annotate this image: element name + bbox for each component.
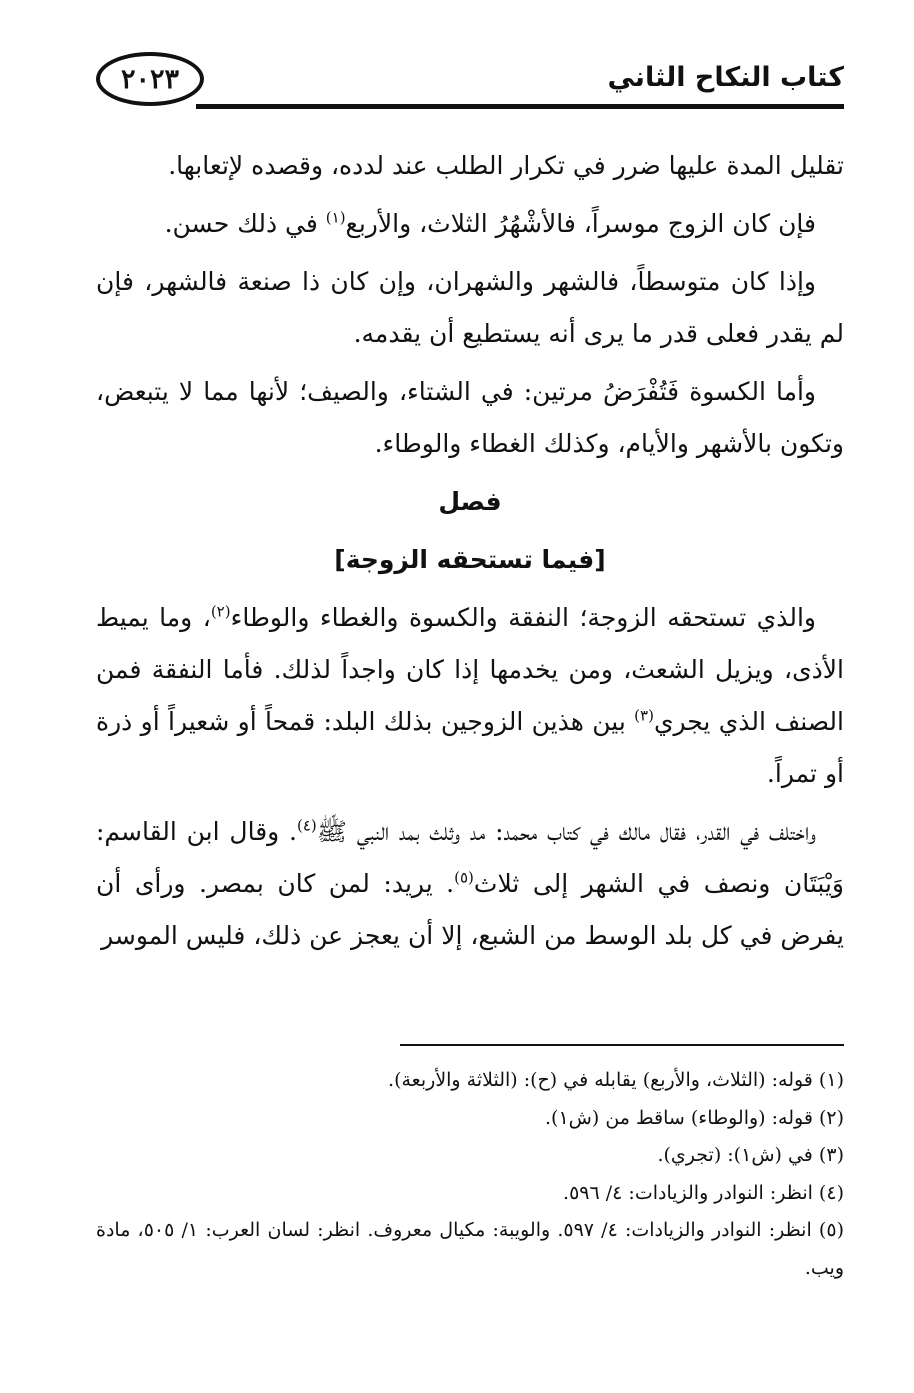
footnote-ref-3: (٣)	[634, 706, 654, 725]
text-run: . يريد: لمن كان بمصر. ورأى أن يفرض في كل بلد الوسط من الشبع، إلا أن يعجز عن ذلك، فليس الموسر	[96, 869, 844, 950]
page-number: ٢٠٢٣	[121, 63, 180, 95]
section-subheading: [فيما تستحقه الزوجة]	[334, 545, 606, 574]
footnote-1: (١) قوله: (الثلاث، والأربع) يقابله في (ح): (الثلاثة والأربعة).	[388, 1069, 844, 1091]
paragraph-6	[96, 806, 844, 962]
section-heading: فصل	[438, 487, 502, 516]
page-number-badge	[96, 52, 204, 106]
paragraph-5	[96, 592, 844, 800]
footnote-2: (٢) قوله: (والوطاء) ساقط من (ش١).	[545, 1106, 844, 1129]
footnote-4: (٤) انظر: النوادر والزيادات: ٤/ ٥٩٦.	[563, 1181, 844, 1204]
footnote-ref-4: (٤)	[296, 816, 317, 835]
page-header	[96, 50, 844, 116]
footnote-ref-5: (٥)	[454, 868, 474, 887]
paragraph-4: وأما الكسوة فَتُفْرَضُ مرتين: في الشتاء، والصيف؛ لأنها مما لا يتبعض، وتكون بالأشهر والأيام، وكذلك الغطاء والوطاء.	[96, 377, 844, 458]
main-text	[96, 140, 844, 968]
text-run: في ذلك حسن.	[164, 209, 326, 238]
footnote-ref-2: (٢)	[210, 602, 231, 621]
book-title: كتاب النكاح الثاني	[607, 62, 844, 93]
text-run: . وقال ابن القاسم: وَيْبَتَان ونصف في الشهر إلى ثلاث	[96, 817, 844, 898]
header-rule	[196, 104, 844, 109]
text-run: ، وما يميط الأذى، ويزيل الشعث، ومن يخدمها إذا كان واجداً لذلك. فأما النفقة فمن الصنف الذي يجري	[96, 603, 844, 736]
footnote-ref-1: (١)	[325, 208, 346, 227]
footnotes	[96, 1062, 844, 1288]
paragraph-1: تقليل المدة عليها ضرر في تكرار الطلب عند لدده، وقصده لإتعابها.	[168, 151, 844, 180]
text-run: فإن كان الزوج موسراً، فالأشْهُرُ الثلاث، والأربع	[345, 209, 816, 238]
text-run: والذي تستحقه الزوجة؛ النفقة والكسوة والغطاء والوطاء	[230, 603, 816, 632]
footnote-separator	[400, 1044, 844, 1046]
text-run: واختلف في القدر، فقال مالك في كتاب محمد: مد وثلث بمد النبي ﷺ	[316, 817, 816, 846]
paragraph-2	[96, 198, 844, 250]
footnote-3: (٣) في (ش١): (تجري).	[657, 1144, 844, 1167]
footnote-5: (٥) انظر: النوادر والزيادات: ٤/ ٥٩٧. والويبة: مكيال معروف. انظر: لسان العرب: ١/ ٥٠٥، مادة ويب.	[96, 1219, 844, 1280]
paragraph-3: وإذا كان متوسطاً، فالشهر والشهران، وإن كان ذا صنعة فالشهر، فإن لم يقدر فعلى قدر ما يرى أنه يستطيع أن يقدمه.	[96, 267, 844, 348]
text-run: بين هذين الزوجين بذلك البلد: قمحاً أو شعيراً أو ذرة أو تمراً.	[96, 707, 844, 788]
